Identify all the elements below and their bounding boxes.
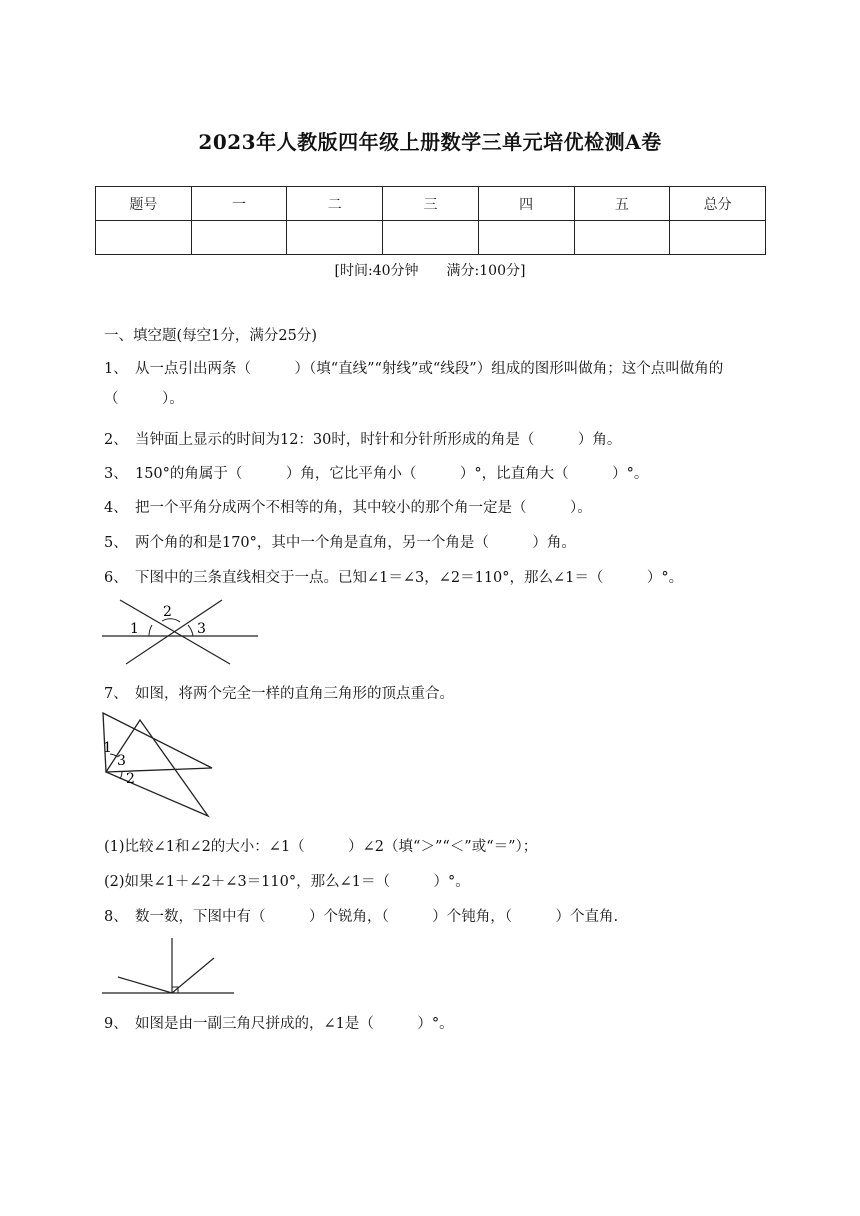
figure-angle-arc: [149, 625, 152, 636]
figure-angle-arc: [188, 625, 193, 636]
score-header-cell: 总分: [670, 187, 766, 221]
angle-label: 2: [126, 771, 135, 787]
angle-label: 3: [197, 621, 206, 637]
score-header-cell: 二: [287, 187, 383, 221]
figure-three-lines: [100, 596, 260, 668]
question-8: 8、 数一数，下图中有（ ）个锐角，（ ）个钝角，（ ）个直角.: [104, 909, 619, 925]
angle-label: 2: [163, 604, 172, 620]
angle-label: 1: [130, 621, 139, 637]
score-cell: [383, 221, 479, 255]
section-heading: 一、填空题(每空1分，满分25分): [104, 328, 317, 344]
figure-ray: [118, 977, 172, 993]
score-table-header-row: [96, 187, 766, 221]
question-2: 2、 当钟面上显示的时间为12：30时，时针和分针所形成的角是（ ）角。: [104, 432, 622, 448]
score-header-cell: 四: [478, 187, 574, 221]
angle-label: 1: [103, 740, 112, 756]
score-header-cell: 题号: [96, 187, 192, 221]
page-title: 2023年人教版四年级上册数学三单元培优检测A卷: [198, 130, 662, 154]
question-4: 4、 把一个平角分成两个不相等的角，其中较小的那个角一定是（ ）。: [104, 500, 592, 516]
score-cell: [191, 221, 287, 255]
figure-angle-arc: [120, 771, 122, 779]
exam-note: [时间:40分钟 满分:100分]: [334, 263, 526, 279]
score-cell: [574, 221, 670, 255]
angle-label: 3: [117, 753, 126, 769]
question-1: 1、 从一点引出两条（ ）（填“直线”“射线”或“线段”）组成的图形叫做角；这个点叫做角的（ ）。: [104, 361, 724, 407]
question-7-part-1: (1)比较∠1和∠2的大小：∠1（ ）∠2（填“＞”“＜”或“＝”）；: [104, 839, 538, 855]
question-9: 9、 如图是由一副三角尺拼成的，∠1是（ ）°。: [104, 1016, 454, 1032]
score-header-cell: 三: [383, 187, 479, 221]
score-cell: [670, 221, 766, 255]
score-table: [95, 186, 766, 255]
score-cell: [96, 221, 192, 255]
score-cell: [287, 221, 383, 255]
question-7-part-2: (2)如果∠1＋∠2＋∠3＝110°，那么∠1＝（ ）°。: [104, 874, 470, 890]
score-header-cell: 一: [191, 187, 287, 221]
figure-two-triangles: [100, 710, 220, 820]
figure-rays: [100, 934, 240, 998]
question-3: 3、 150°的角属于（ ）角，它比平角小（ ）°，比直角大（ ）°。: [104, 466, 649, 482]
score-table-score-row: [96, 221, 766, 255]
question-6: 6、 下图中的三条直线相交于一点。已知∠1＝∠3，∠2＝110°，那么∠1＝（ ）°。: [104, 570, 684, 586]
score-cell: [478, 221, 574, 255]
figure-diagonal-line: [126, 600, 222, 664]
score-header-cell: 五: [574, 187, 670, 221]
question-7: 7、 如图，将两个完全一样的直角三角形的顶点重合。: [104, 686, 454, 702]
question-5: 5、 两个角的和是170°，其中一个角是直角，另一个角是（ ）角。: [104, 535, 576, 551]
